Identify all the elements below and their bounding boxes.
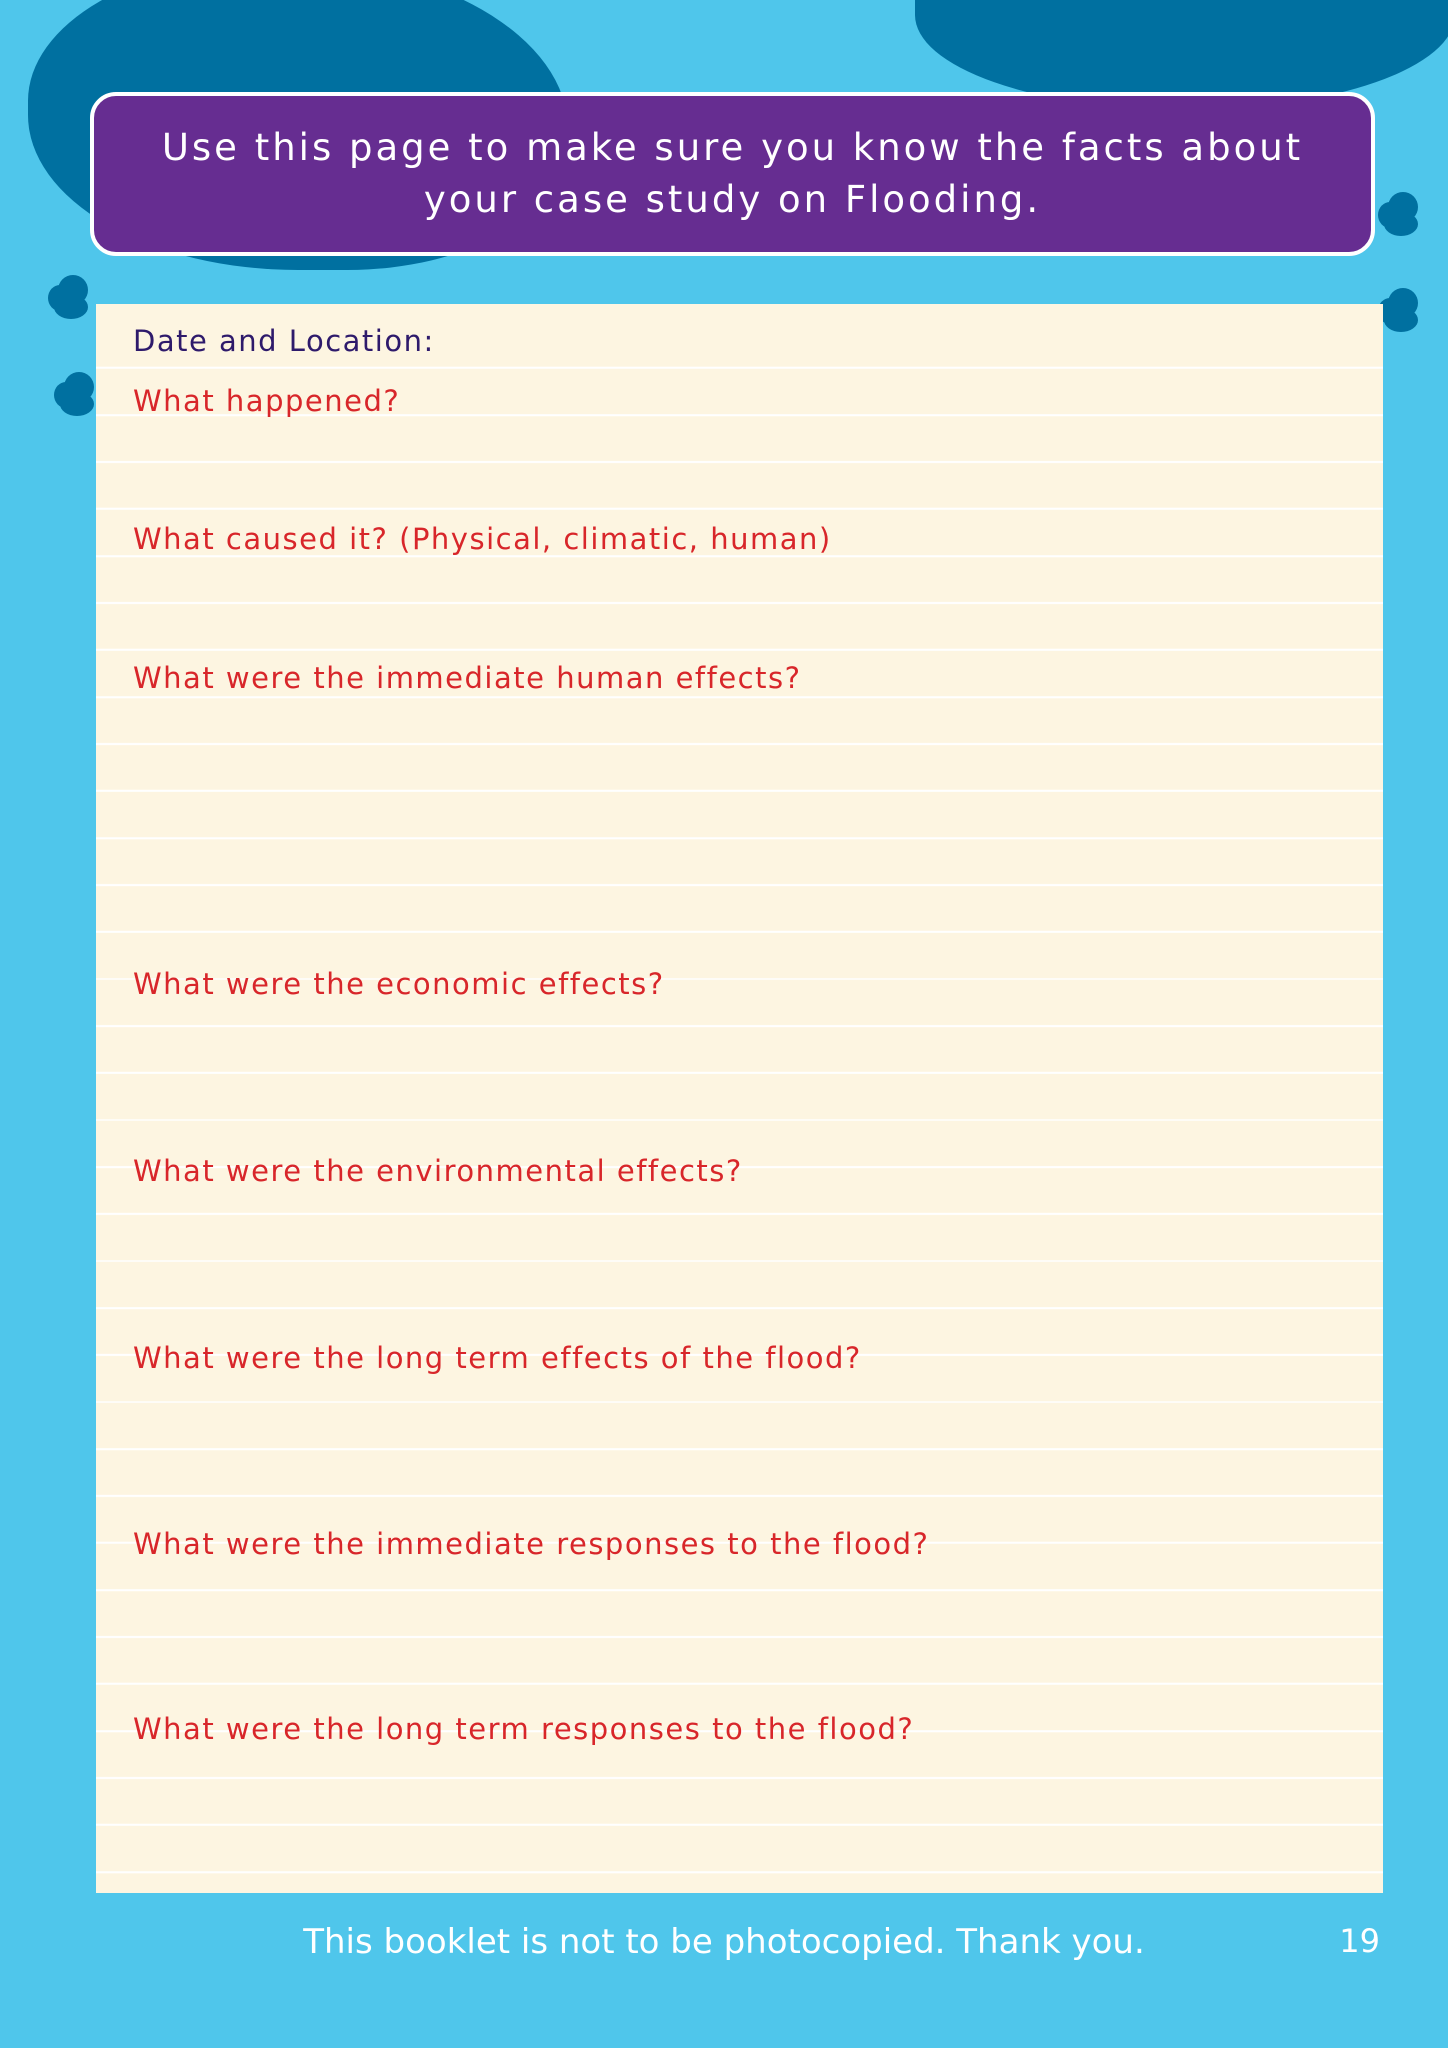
instruction-text: Use this page to make sure you know the facts about your case study on Flooding.	[161, 126, 1304, 221]
question-environmental-effects: What were the environmental effects?	[133, 1154, 743, 1188]
date-location-label: Date and Location:	[133, 324, 435, 358]
instruction-banner	[90, 92, 1375, 256]
question-long-term-responses: What were the long term responses to the flood?	[133, 1712, 915, 1746]
cloud-icon	[54, 372, 94, 416]
question-long-term-effects: What were the long term effects of the flood?	[133, 1341, 862, 1375]
question-economic-effects: What were the economic effects?	[133, 967, 665, 1001]
cloud-icon	[48, 275, 88, 319]
page-number: 19	[1339, 1922, 1380, 1960]
worksheet	[96, 304, 1383, 1893]
footer-notice: This booklet is not to be photocopied. Thank you.	[303, 1922, 1145, 1962]
question-immediate-human-effects: What were the immediate human effects?	[133, 661, 802, 695]
cloud-icon	[1378, 288, 1418, 332]
question-causes: What caused it? (Physical, climatic, human)	[133, 522, 832, 556]
cloud-icon	[1378, 192, 1418, 236]
question-what-happened: What happened?	[133, 384, 401, 418]
question-immediate-responses: What were the immediate responses to the flood?	[133, 1527, 930, 1561]
